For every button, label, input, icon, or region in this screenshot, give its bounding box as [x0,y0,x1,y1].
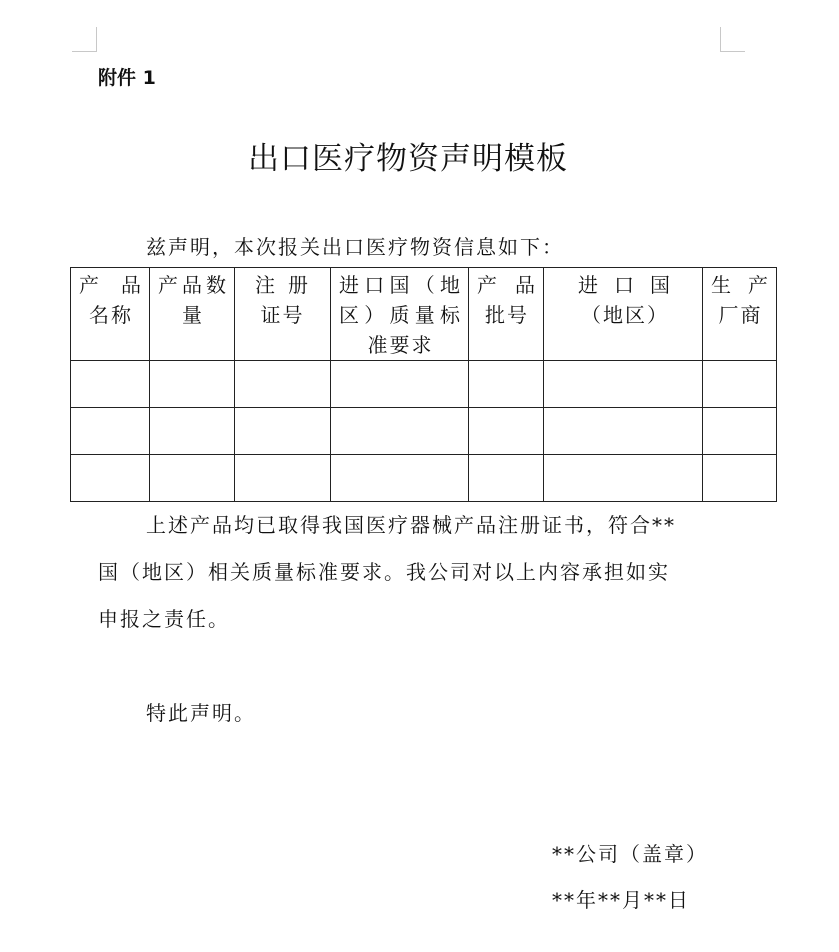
table-cell[interactable] [331,361,469,408]
table-cell[interactable] [150,408,235,455]
table-cell[interactable] [71,455,150,502]
table-cell[interactable] [544,455,703,502]
table-cell[interactable] [703,455,777,502]
signature-date: **年**月**日 [552,888,690,912]
table-cell[interactable] [544,361,703,408]
table-cell[interactable] [235,455,331,502]
header-manufacturer: 生产厂商 [703,268,777,361]
closing-text: 特此声明。 [146,701,256,725]
table-cell[interactable] [331,408,469,455]
table-cell[interactable] [469,361,544,408]
header-registration-number: 注册证号 [235,268,331,361]
statement-paragraph [98,502,738,643]
header-import-country: 进口国（地区） [544,268,703,361]
product-info-table [70,267,777,502]
document-title: 出口医疗物资声明模板 [248,141,568,177]
header-product-name: 产品名称 [71,268,150,361]
header-batch-number: 产品批号 [469,268,544,361]
table-cell[interactable] [150,361,235,408]
statement-line: 国（地区）相关质量标准要求。我公司对以上内容承担如实 [98,560,670,584]
table-row [71,408,777,455]
signature-company: **公司（盖章） [552,842,708,866]
intro-text: 兹声明，本次报关出口医疗物资信息如下： [146,235,564,259]
statement-line: 申报之责任。 [98,607,230,631]
table-cell[interactable] [235,408,331,455]
table-cell[interactable] [235,361,331,408]
page-corner-mark-right [720,27,745,52]
page-corner-mark-left [72,27,97,52]
header-quality-standard: 进口国（地区）质量标准要求 [331,268,469,361]
table-row [71,361,777,408]
table-cell[interactable] [71,408,150,455]
table-row [71,455,777,502]
table-cell[interactable] [703,361,777,408]
table-cell[interactable] [544,408,703,455]
table-cell[interactable] [331,455,469,502]
table-header-row [71,268,777,361]
table-cell[interactable] [469,408,544,455]
header-product-quantity: 产品数量 [150,268,235,361]
table-cell[interactable] [150,455,235,502]
table-cell[interactable] [71,361,150,408]
table-cell[interactable] [469,455,544,502]
table-cell[interactable] [703,408,777,455]
statement-line: 上述产品均已取得我国医疗器械产品注册证书，符合** [146,513,676,537]
attachment-label: 附件 1 [98,67,156,89]
